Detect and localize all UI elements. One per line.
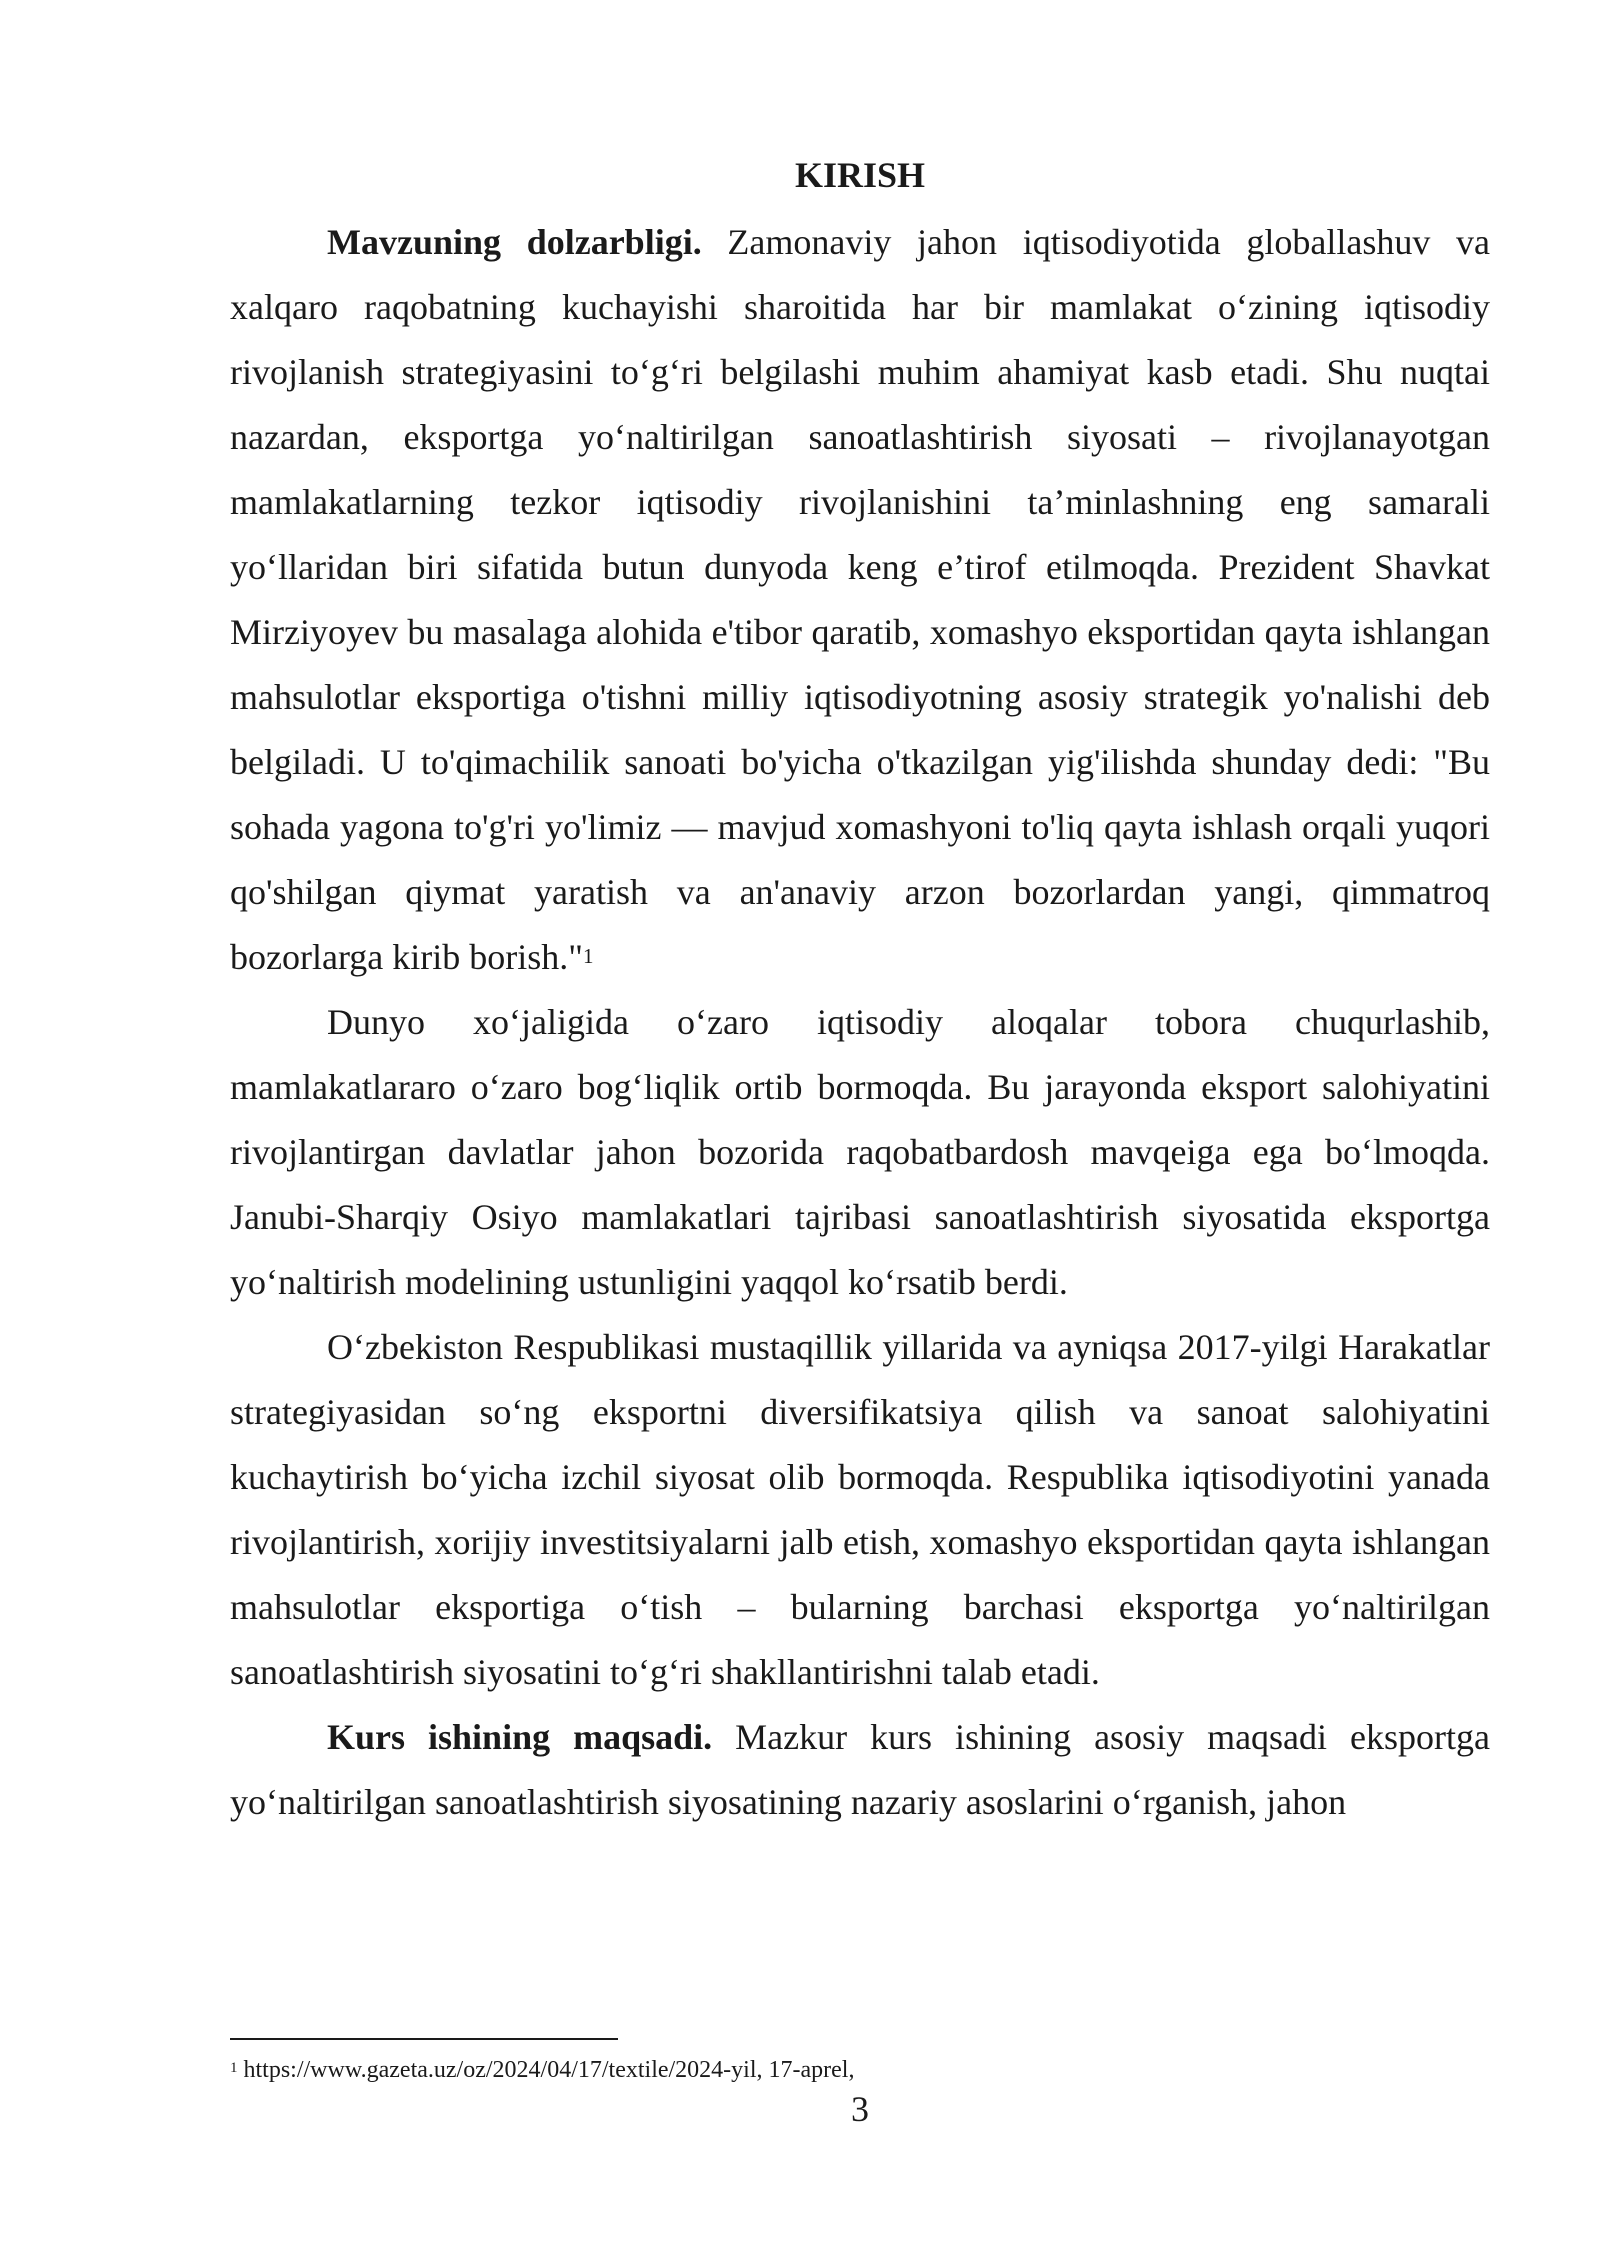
footnote-reference[interactable]: 1	[582, 944, 594, 968]
paragraph-world-economy	[230, 990, 1490, 1315]
paragraph-text: Mazkur kurs ishining asosiy maqsadi eksportga yo‘naltirilgan sanoatlashtirish siyosatining nazariy asoslarini o‘rganish, jahon	[230, 1717, 1490, 1822]
paragraph-text: Dunyo xo‘jaligida o‘zaro iqtisodiy aloqalar tobora chuqurlashib, mamlakatlararo o‘zaro bog‘liqlik ortib bormoqda. Bu jarayonda eksport salohiyatini rivojlantirgan davlatlar jahon bozorida raqobatbardosh mavqeiga ega bo‘lmoqda. Janubi-Sharqiy Osiyo mamlakatlari tajribasi sanoatlashtirish siyosatida eksportga yo‘naltirish modelining ustunligini yaqqol ko‘rsatib berdi.	[230, 1002, 1490, 1302]
paragraph-text: O‘zbekiston Respublikasi mustaqillik yillarida va ayniqsa 2017-yilgi Harakatlar strategiyasidan so‘ng eksportni diversifikatsiya qilish va sanoat salohiyatini kuchaytirish bo‘yicha izchil siyosat olib bormoqda. Respublika iqtisodiyotini yanada rivojlantirish, xorijiy investitsiyalarni jalb etish, xomashyo eksportidan qayta ishlangan mahsulotlar eksportiga o‘tish – bularning barchasi eksportga yo‘naltirilgan sanoatlashtirish siyosatini to‘g‘ri shakllantirishni talab etadi.	[230, 1327, 1490, 1692]
paragraph-relevance	[230, 210, 1490, 990]
paragraph-goal	[230, 1705, 1490, 1835]
paragraph-lead: Mavzuning dolzarbligi.	[327, 222, 702, 262]
paragraph-lead: Kurs ishining maqsadi.	[327, 1717, 713, 1757]
page-number: 3	[851, 2089, 869, 2129]
footnote-marker: 1	[230, 2060, 238, 2076]
footnote-separator	[230, 2038, 618, 2040]
footnote-text: https://www.gazeta.uz/oz/2024/04/17/textile/2024-yil, 17-aprel,	[237, 2057, 855, 2083]
paragraph-text: Zamonaviy jahon iqtisodiyotida globallashuv va xalqaro raqobatning kuchayishi sharoitida har bir mamlakat o‘zining iqtisodiy rivojlanish strategiyasini to‘g‘ri belgilashi muhim ahamiyat kasb etadi. Shu nuqtai nazardan, eksportga yo‘naltirilgan sanoatlashtirish siyosati – rivojlanayotgan mamlakatlarning tezkor iqtisodiy rivojlanishini ta’minlashning eng samarali yo‘llaridan biri sifatida butun dunyoda keng e’tirof etilmoqda. Prezident Shavkat Mirziyoyev bu masalaga alohida e'tibor qaratib, xomashyo eksportidan qayta ishlangan mahsulotlar eksportiga o'tishni milliy iqtisodiyotning asosiy strategik yo'nalishi deb belgiladi. U to'qimachilik sanoati bo'yicha o'tkazilgan yig'ilishda shunday dedi: "Bu sohada yagona to'g'ri yo'limiz — mavjud xomashyoni to'liq qayta ishlash orqali yuqori qo'shilgan qiymat yaratish va an'anaviy arzon bozorlardan yangi, qimmatroq bozorlarga kirib borish."	[230, 222, 1490, 977]
body-text	[230, 210, 1490, 1835]
paragraph-uzbekistan	[230, 1315, 1490, 1705]
section-heading: KIRISH	[794, 155, 926, 195]
footnote	[230, 2052, 1490, 2088]
